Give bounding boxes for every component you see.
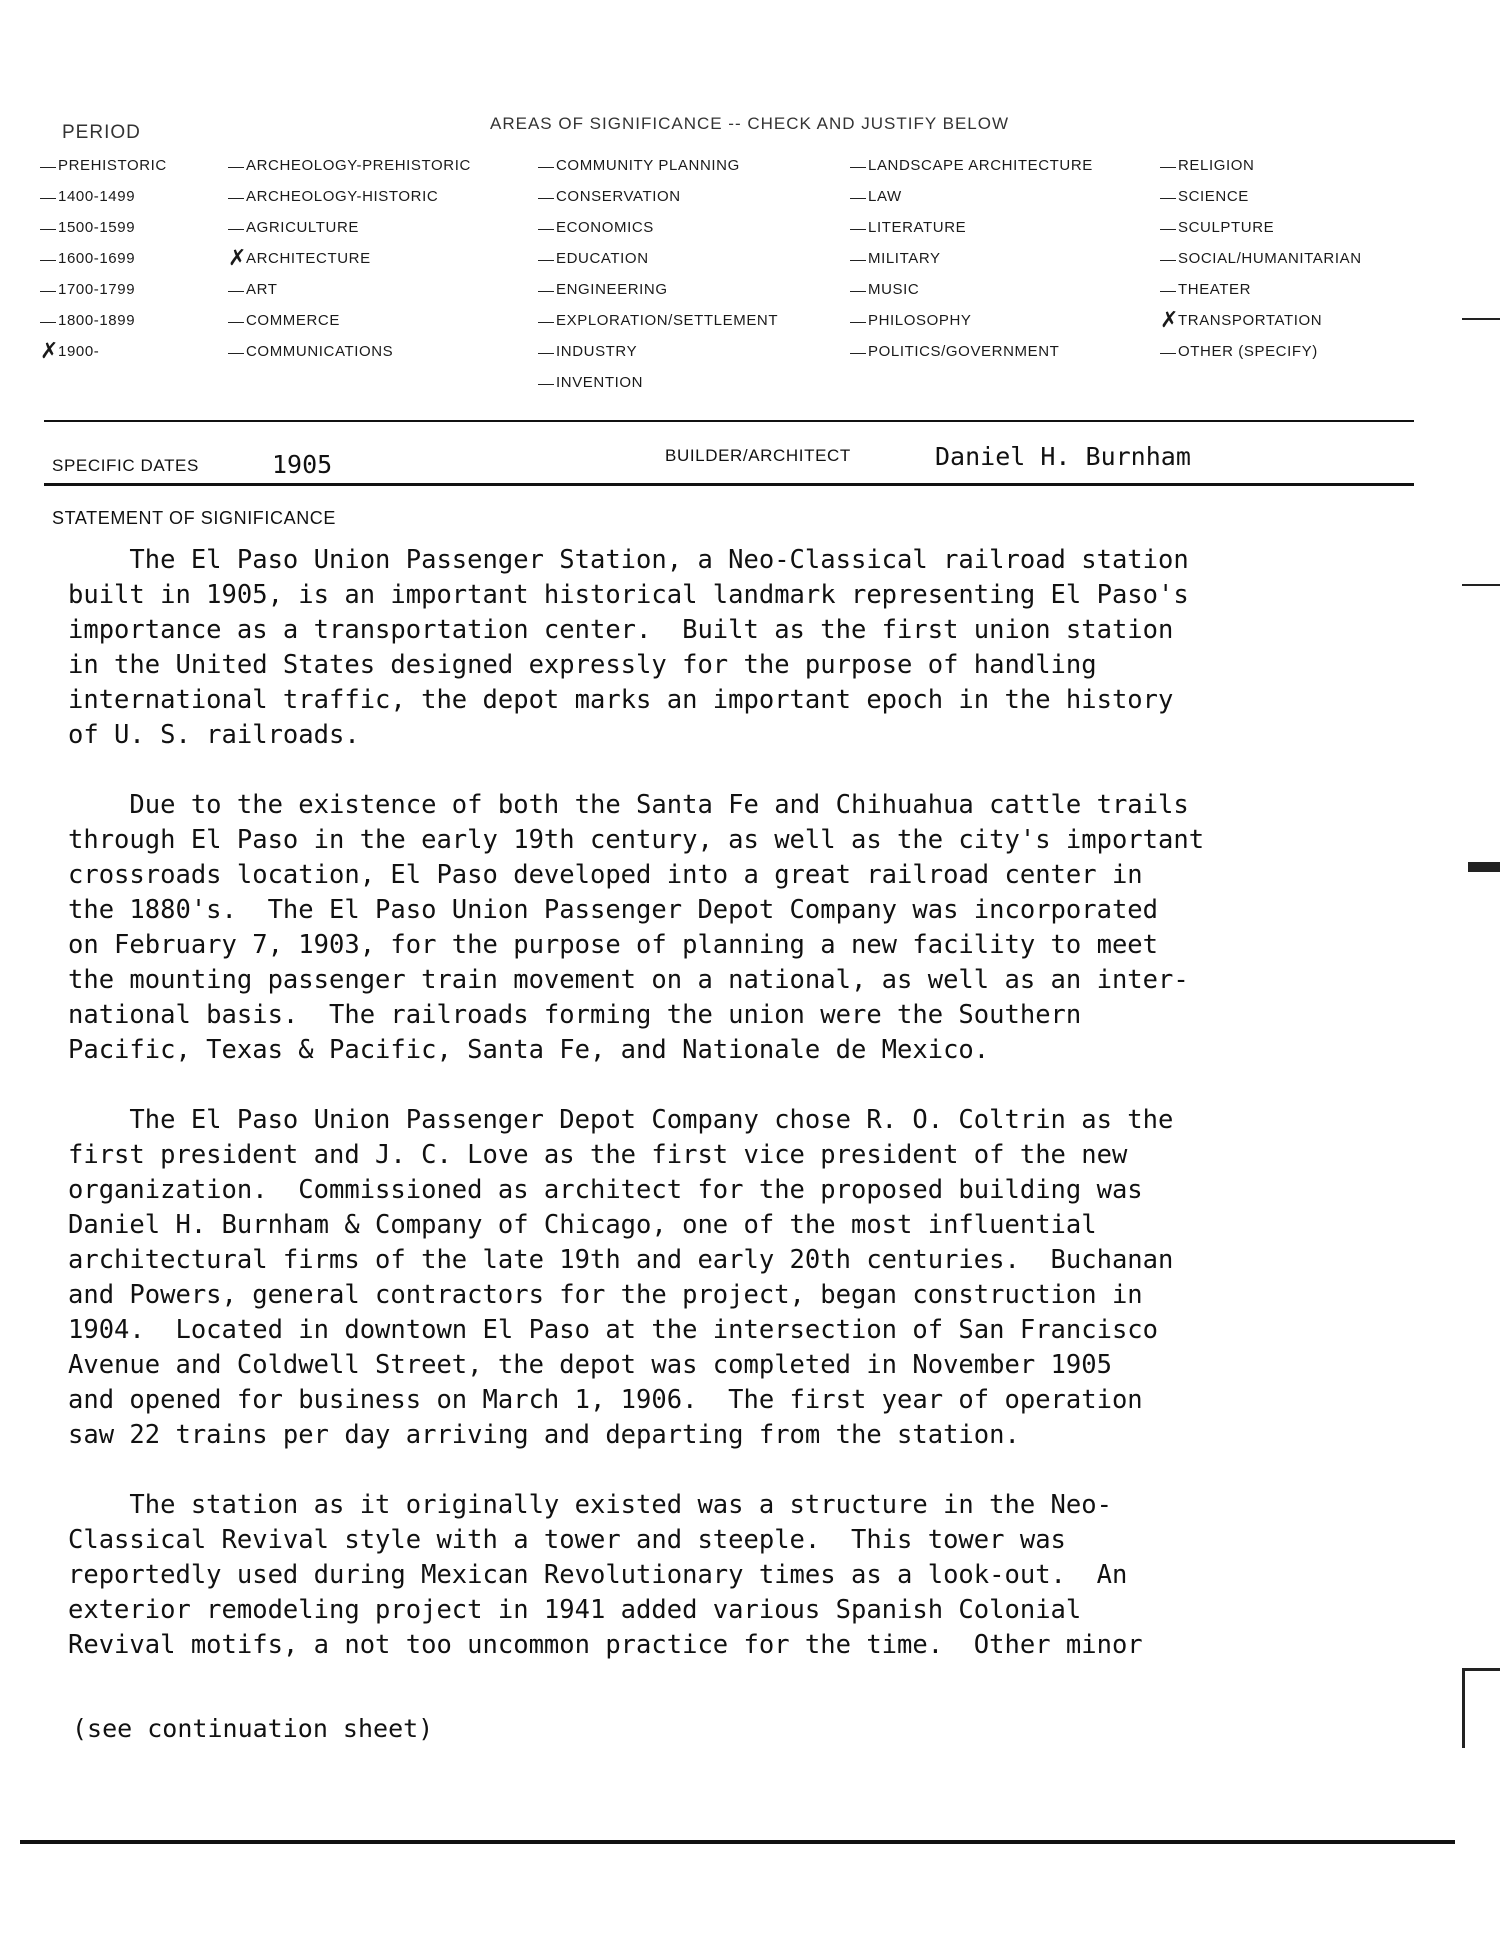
statement-line: the 1880's. The El Paso Union Passenger Depot Company was incorporated xyxy=(68,895,1159,925)
checkbox-blank-line xyxy=(850,322,866,323)
checkbox-label: AGRICULTURE xyxy=(246,219,359,236)
section-divider xyxy=(44,420,1414,422)
significance-checkbox-item[interactable] xyxy=(1160,181,1362,212)
statement-line: Classical Revival style with a tower and steeple. This tower was xyxy=(68,1525,1066,1555)
statement-line: The El Paso Union Passenger Depot Company chose R. O. Coltrin as the xyxy=(68,1105,1174,1135)
significance-checkbox-item[interactable] xyxy=(538,305,778,336)
statement-line: Revival motifs, a not too uncommon practice for the time. Other minor xyxy=(68,1630,1143,1660)
significance-checkbox-item[interactable] xyxy=(538,274,778,305)
statement-line: Daniel H. Burnham & Company of Chicago, one of the most influential xyxy=(68,1210,1097,1240)
checkbox-blank-line xyxy=(228,167,244,168)
checkbox-label: ARCHEOLOGY-PREHISTORIC xyxy=(246,157,471,174)
significance-checkbox-item[interactable] xyxy=(538,367,778,398)
checkbox-label: PHILOSOPHY xyxy=(868,312,972,329)
checkbox-blank-line xyxy=(850,291,866,292)
checkbox-label: RELIGION xyxy=(1178,157,1255,174)
significance-checkbox-item[interactable] xyxy=(40,274,167,305)
checkbox-blank-line xyxy=(538,229,554,230)
statement-line: built in 1905, is an important historical landmark representing El Paso's xyxy=(68,580,1189,610)
statement-line: architectural firms of the late 19th and early 20th centuries. Buchanan xyxy=(68,1245,1174,1275)
checkbox-label: MILITARY xyxy=(868,250,941,267)
statement-line: of U. S. railroads. xyxy=(68,720,360,750)
page-edge-mark xyxy=(1462,1668,1465,1748)
significance-checkbox-item[interactable] xyxy=(228,181,471,212)
significance-checkbox-item[interactable] xyxy=(538,243,778,274)
specific-dates-value: 1905 xyxy=(272,450,333,479)
statement-line: saw 22 trains per day arriving and departing from the station. xyxy=(68,1420,1020,1450)
significance-checkbox-item[interactable] xyxy=(1160,150,1362,181)
statement-line: organization. Commissioned as architect for the proposed building was xyxy=(68,1175,1143,1205)
statement-line: crossroads location, El Paso developed into a great railroad center in xyxy=(68,860,1143,890)
checkbox-label: LITERATURE xyxy=(868,219,967,236)
checkbox-label: ARCHITECTURE xyxy=(246,250,371,267)
statement-line: Due to the existence of both the Santa Fe and Chihuahua cattle trails xyxy=(68,790,1189,820)
checkbox-label: 1700-1799 xyxy=(58,281,136,298)
significance-checkbox-item[interactable] xyxy=(1160,336,1362,367)
significance-checkbox-item[interactable] xyxy=(40,336,167,367)
checkbox-label: 1400-1499 xyxy=(58,188,136,205)
checkbox-label: INDUSTRY xyxy=(556,343,638,360)
checkbox-label: POLITICS/GOVERNMENT xyxy=(868,343,1060,360)
statement-line: Avenue and Coldwell Street, the depot was completed in November 1905 xyxy=(68,1350,1112,1380)
checkbox-blank-line xyxy=(40,229,56,230)
areas-column-4 xyxy=(1160,150,1362,367)
checkbox-blank-line xyxy=(538,260,554,261)
checkbox-label: OTHER (SPECIFY) xyxy=(1178,343,1318,360)
statement-of-significance-heading: STATEMENT OF SIGNIFICANCE xyxy=(52,508,337,528)
statement-line: in the United States designed expressly for the purpose of handling xyxy=(68,650,1097,680)
checkbox-blank-line xyxy=(1160,353,1176,354)
statement-line: importance as a transportation center. Built as the first union station xyxy=(68,615,1174,645)
checkbox-blank-line xyxy=(538,353,554,354)
page-edge-mark xyxy=(1462,584,1500,586)
page-edge-mark xyxy=(1468,862,1500,872)
significance-checkbox-item[interactable] xyxy=(1160,305,1362,336)
builder-architect-label: BUILDER/ARCHITECT xyxy=(665,446,851,465)
areas-of-significance-heading: AREAS OF SIGNIFICANCE -- CHECK AND JUSTIFY BELOW xyxy=(490,114,1010,133)
checkbox-blank-line xyxy=(850,167,866,168)
checkbox-label: 1800-1899 xyxy=(58,312,136,329)
significance-checkbox-item[interactable] xyxy=(40,150,167,181)
checkbox-blank-line xyxy=(40,260,56,261)
checkbox-blank-line xyxy=(1160,260,1176,261)
continuation-note: (see continuation sheet) xyxy=(72,1714,434,1743)
statement-line: exterior remodeling project in 1941 added various Spanish Colonial xyxy=(68,1595,1082,1625)
checkbox-label: 1500-1599 xyxy=(58,219,136,236)
checkbox-blank-line xyxy=(40,167,56,168)
checkbox-blank-line xyxy=(850,260,866,261)
significance-checkbox-item[interactable] xyxy=(538,336,778,367)
statement-body xyxy=(68,543,1468,1698)
checkbox-label: EDUCATION xyxy=(556,250,649,267)
areas-column-3 xyxy=(850,150,1093,367)
bottom-rule xyxy=(20,1840,1455,1844)
statement-paragraph xyxy=(68,1488,1468,1663)
checkbox-blank-line xyxy=(40,198,56,199)
checkbox-blank-line xyxy=(228,291,244,292)
statement-line: international traffic, the depot marks an important epoch in the history xyxy=(68,685,1174,715)
checkbox-label: INVENTION xyxy=(556,374,644,391)
statement-line: reportedly used during Mexican Revolutionary times as a look-out. An xyxy=(68,1560,1128,1590)
statement-line: national basis. The railroads forming the union were the Southern xyxy=(68,1000,1082,1030)
significance-checkbox-item[interactable] xyxy=(1160,243,1362,274)
checkbox-label: ENGINEERING xyxy=(556,281,668,298)
statement-line: and Powers, general contractors for the project, began construction in xyxy=(68,1280,1143,1310)
checkbox-blank-line xyxy=(538,198,554,199)
checkbox-blank-line xyxy=(538,167,554,168)
statement-line: first president and J. C. Love as the first vice president of the new xyxy=(68,1140,1128,1170)
checkbox-label: SOCIAL/HUMANITARIAN xyxy=(1178,250,1362,267)
statement-paragraph xyxy=(68,1103,1468,1453)
significance-checkbox-item[interactable] xyxy=(850,181,1093,212)
significance-checkbox-item[interactable] xyxy=(228,336,471,367)
areas-column-1 xyxy=(228,150,471,367)
checkbox-label: CONSERVATION xyxy=(556,188,681,205)
checkbox-label: ARCHEOLOGY-HISTORIC xyxy=(246,188,439,205)
statement-paragraph xyxy=(68,788,1468,1068)
checkbox-label: ART xyxy=(246,281,278,298)
significance-checkbox-item[interactable] xyxy=(850,212,1093,243)
checkbox-label: ECONOMICS xyxy=(556,219,654,236)
checkbox-blank-line xyxy=(40,291,56,292)
significance-checkbox-item[interactable] xyxy=(40,212,167,243)
page-edge-mark xyxy=(1462,1668,1500,1671)
check-x-mark-icon: ✗ xyxy=(1160,308,1180,333)
significance-checkbox-item[interactable] xyxy=(850,336,1093,367)
significance-checkbox-item[interactable] xyxy=(538,150,778,181)
significance-checkbox-item[interactable] xyxy=(40,305,167,336)
checkbox-label: COMMUNITY PLANNING xyxy=(556,157,740,174)
checkbox-blank-line xyxy=(1160,229,1176,230)
significance-checkbox-item[interactable] xyxy=(1160,274,1362,305)
areas-column-2 xyxy=(538,150,778,398)
checkbox-blank-line xyxy=(228,322,244,323)
significance-checkbox-item[interactable] xyxy=(228,212,471,243)
checkbox-blank-line xyxy=(850,229,866,230)
checkbox-blank-line xyxy=(1160,291,1176,292)
checkbox-label: LANDSCAPE ARCHITECTURE xyxy=(868,157,1093,174)
checkbox-label: THEATER xyxy=(1178,281,1252,298)
checkbox-label: COMMERCE xyxy=(246,312,340,329)
period-heading: PERIOD xyxy=(62,122,141,143)
significance-checkbox-item[interactable] xyxy=(850,274,1093,305)
checkbox-label: SCIENCE xyxy=(1178,188,1249,205)
checkbox-label: 1900- xyxy=(58,343,100,360)
statement-line: Pacific, Texas & Pacific, Santa Fe, and Nationale de Mexico. xyxy=(68,1035,990,1065)
statement-line: The El Paso Union Passenger Station, a Neo-Classical railroad station xyxy=(68,545,1189,575)
checkbox-blank-line xyxy=(538,291,554,292)
specific-dates-label: SPECIFIC DATES xyxy=(52,456,199,475)
check-x-mark-icon: ✗ xyxy=(228,246,248,271)
statement-line: The station as it originally existed was a structure in the Neo- xyxy=(68,1490,1112,1520)
page-edge-mark xyxy=(1462,318,1500,320)
checkbox-blank-line xyxy=(40,322,56,323)
checkbox-label: EXPLORATION/SETTLEMENT xyxy=(556,312,779,329)
checkbox-blank-line xyxy=(850,353,866,354)
significance-checkbox-item[interactable] xyxy=(40,181,167,212)
statement-line: the mounting passenger train movement on a national, as well as an inter- xyxy=(68,965,1189,995)
checkbox-label: 1600-1699 xyxy=(58,250,136,267)
significance-checkbox-item[interactable] xyxy=(228,243,471,274)
checkbox-blank-line xyxy=(538,384,554,385)
statement-line: on February 7, 1903, for the purpose of planning a new facility to meet xyxy=(68,930,1159,960)
significance-checkbox-item[interactable] xyxy=(1160,212,1362,243)
statement-line: and opened for business on March 1, 1906. The first year of operation xyxy=(68,1385,1143,1415)
significance-checkbox-item[interactable] xyxy=(850,243,1093,274)
checkbox-blank-line xyxy=(1160,198,1176,199)
statement-paragraph xyxy=(68,543,1468,753)
checkbox-blank-line xyxy=(850,198,866,199)
significance-checkbox-item[interactable] xyxy=(850,150,1093,181)
significance-checkbox-item[interactable] xyxy=(850,305,1093,336)
checkbox-blank-line xyxy=(228,198,244,199)
statement-line: through El Paso in the early 19th century, as well as the city's important xyxy=(68,825,1205,855)
significance-checkbox-item[interactable] xyxy=(228,274,471,305)
checkbox-blank-line xyxy=(228,353,244,354)
checkbox-label: COMMUNICATIONS xyxy=(246,343,394,360)
checkbox-label: TRANSPORTATION xyxy=(1178,312,1323,329)
significance-checkbox-item[interactable] xyxy=(538,212,778,243)
significance-checkbox-item[interactable] xyxy=(228,150,471,181)
statement-line: 1904. Located in downtown El Paso at the intersection of San Francisco xyxy=(68,1315,1159,1345)
checkbox-label: SCULPTURE xyxy=(1178,219,1275,236)
checkbox-label: PREHISTORIC xyxy=(58,157,167,174)
builder-architect-value: Daniel H. Burnham xyxy=(935,442,1191,471)
significance-checkbox-item[interactable] xyxy=(228,305,471,336)
significance-checkbox-item[interactable] xyxy=(40,243,167,274)
checkbox-label: LAW xyxy=(868,188,902,205)
checkbox-blank-line xyxy=(1160,167,1176,168)
section-divider xyxy=(44,483,1414,486)
significance-checkbox-item[interactable] xyxy=(538,181,778,212)
period-column xyxy=(40,150,167,367)
checkbox-label: MUSIC xyxy=(868,281,920,298)
check-x-mark-icon: ✗ xyxy=(40,339,60,364)
checkbox-blank-line xyxy=(228,229,244,230)
checkbox-blank-line xyxy=(538,322,554,323)
